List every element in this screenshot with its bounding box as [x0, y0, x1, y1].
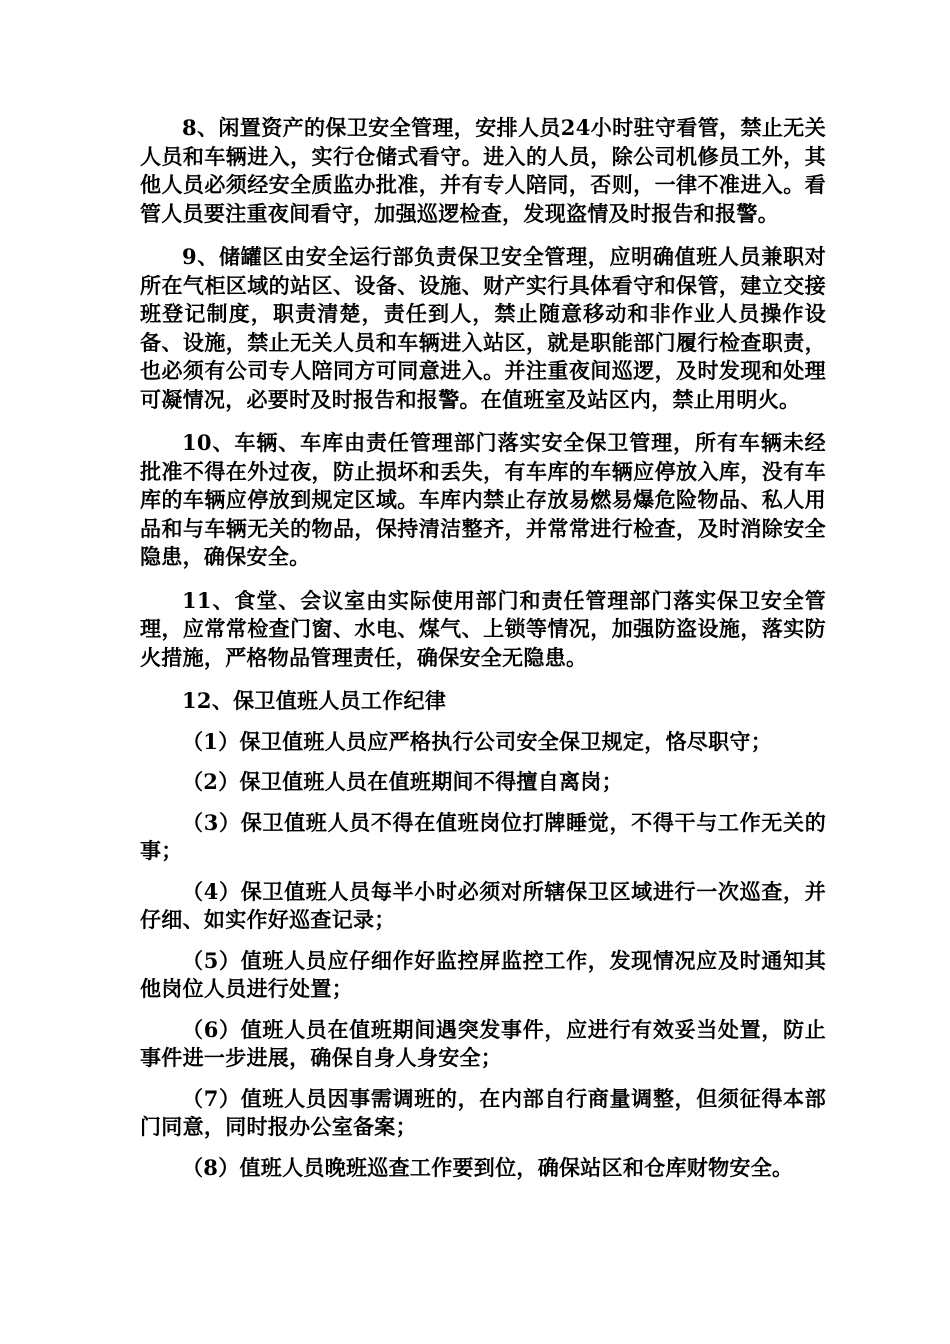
- rule-item-6: （6）值班人员在值班期间遇突发事件，应进行有效妥当处置，防止事件进一步进展，确保自身人身安全；: [140, 1016, 826, 1070]
- paragraph-item-11: 11、食堂、会议室由实际使用部门和责任管理部门落实保卫安全管理，应常常检查门窗、水电、煤气、上锁等情况，加强防盗设施，落实防火措施，严格物品管理责任，确保安全无隐患。: [140, 587, 826, 670]
- rule-item-1: （1）保卫值班人员应严格执行公司安全保卫规定，恪尽职守；: [182, 728, 773, 754]
- paragraph-item-9: 9、储罐区由安全运行部负责保卫安全管理，应明确值班人员兼职对所在气柜区域的站区、设备、设施、财产实行具体看守和保管，建立交接班登记制度，职责清楚，责任到人，禁止随意移动和非作业人员操作设备、设施，禁止无关人员和车辆进入站区，就是职能部门履行检查职责，也必须有公司专人陪同方可同意进入。并注重夜间巡逻，及时发现和处理可凝情况，必要时及时报告和报警。在值班室及站区内，禁止用明火。: [140, 244, 826, 412]
- paragraph-item-10: 10、车辆、车库由责任管理部门落实安全保卫管理，所有车辆未经批准不得在外过夜，防止损坏和丢失，有车库的车辆应停放入库，没有车库的车辆应停放到规定区域。车库内禁止存放易燃易爆危险物品、私人用品和与车辆无关的物品，保持清洁整齐，并常常进行检查，及时消除安全隐患，确保安全。: [140, 430, 826, 569]
- document-body: [140, 114, 826, 1194]
- rule-item-8: （8）值班人员晚班巡查工作要到位，确保站区和仓库财物安全。: [182, 1154, 794, 1180]
- paragraph-item-8: 8、闲置资产的保卫安全管理，安排人员24小时驻守看管，禁止无关人员和车辆进入，实行仓储式看守。进入的人员，除公司机修员工外，其他人员必须经安全质监办批准，并有专人陪同，否则，一律不准进入。看管人员要注重夜间看守，加强巡逻检查，发现盗情及时报告和报警。: [140, 115, 826, 226]
- rule-item-2: （2）保卫值班人员在值班期间不得擅自离岗；: [182, 769, 623, 794]
- section-heading-12: 12、保卫值班人员工作纪律: [182, 688, 447, 713]
- rule-item-5: （5）值班人员应仔细作好监控屏监控工作，发现情况应及时通知其他岗位人员进行处置；: [140, 947, 826, 1001]
- rule-item-7: （7）值班人员因事需调班的，在内部自行商量调整，但须征得本部门同意，同时报办公室备案；: [140, 1085, 826, 1139]
- rule-item-3: （3）保卫值班人员不得在值班岗位打牌睡觉，不得干与工作无关的事；: [140, 809, 826, 863]
- rule-item-4: （4）保卫值班人员每半小时必须对所辖保卫区域进行一次巡查，并仔细、如实作好巡查记录；: [140, 878, 826, 932]
